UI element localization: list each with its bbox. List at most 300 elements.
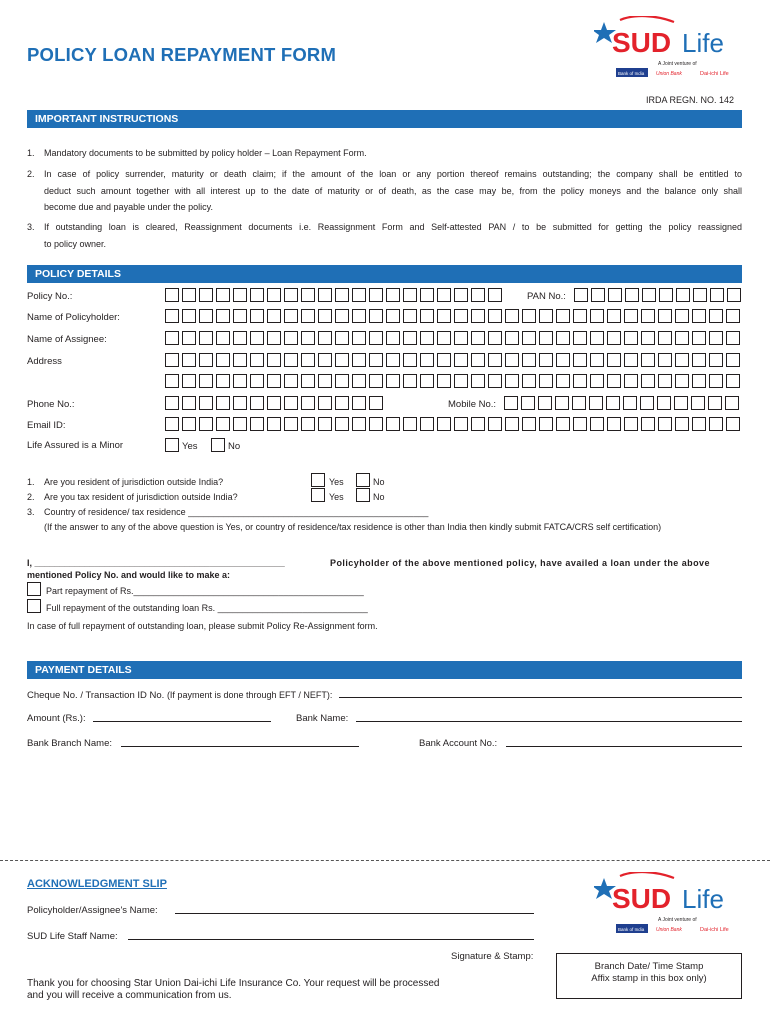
- char-box[interactable]: [471, 353, 485, 367]
- char-box[interactable]: [572, 396, 586, 410]
- char-box[interactable]: [250, 417, 264, 431]
- q3-text[interactable]: Country of residence/ tax residence ________________________________________________: [44, 507, 429, 517]
- char-box[interactable]: [590, 309, 604, 323]
- char-box[interactable]: [488, 288, 502, 302]
- char-box[interactable]: [182, 396, 196, 410]
- cheque-label-text: Cheque No. / Transaction ID No.: [27, 690, 165, 701]
- policyholder-name-boxes[interactable]: [165, 309, 743, 323]
- char-box[interactable]: [301, 288, 315, 302]
- stamp-box-line1: Branch Date/ Time Stamp: [594, 961, 704, 972]
- char-box[interactable]: [708, 396, 722, 410]
- char-box[interactable]: [318, 417, 332, 431]
- char-box[interactable]: [318, 288, 332, 302]
- ack-logo-partner-3: Dai-ichi Life: [700, 927, 729, 933]
- char-box[interactable]: [692, 331, 706, 345]
- payment-details-heading: PAYMENT DETAILS: [27, 661, 742, 679]
- ack-thanks-line1: Thank you for choosing Star Union Dai-ichi Life Insurance Co. Your request will be processed: [27, 978, 440, 989]
- char-box[interactable]: [556, 309, 570, 323]
- cheque-label: [27, 689, 332, 702]
- char-box[interactable]: [556, 331, 570, 345]
- char-box[interactable]: [556, 353, 570, 367]
- char-box[interactable]: [692, 417, 706, 431]
- char-box[interactable]: [233, 309, 247, 323]
- char-box[interactable]: [318, 309, 332, 323]
- char-box[interactable]: [659, 288, 673, 302]
- char-box[interactable]: [301, 353, 315, 367]
- char-box[interactable]: [420, 374, 434, 388]
- q1-yes-checkbox[interactable]: [311, 473, 325, 487]
- char-box[interactable]: [555, 396, 569, 410]
- char-box[interactable]: [216, 353, 230, 367]
- char-box[interactable]: [216, 396, 230, 410]
- char-box[interactable]: [301, 309, 315, 323]
- char-box[interactable]: [437, 331, 451, 345]
- cheque-input-line[interactable]: [339, 697, 742, 698]
- char-box[interactable]: [335, 396, 349, 410]
- char-box[interactable]: [454, 374, 468, 388]
- char-box[interactable]: [657, 396, 671, 410]
- char-box[interactable]: [199, 417, 213, 431]
- char-box[interactable]: [573, 331, 587, 345]
- char-box[interactable]: [522, 331, 536, 345]
- logo-partner-2: Union Bank: [656, 71, 682, 77]
- char-box[interactable]: [216, 331, 230, 345]
- full-repayment-label: Full repayment of the outstanding loan Rs. ______________________________: [46, 603, 368, 613]
- char-box[interactable]: [471, 374, 485, 388]
- reassignment-note: In case of full repayment of outstanding loan, please submit Policy Re-Assignment form.: [27, 621, 378, 631]
- char-box[interactable]: [676, 288, 690, 302]
- char-box[interactable]: [505, 331, 519, 345]
- char-box[interactable]: [539, 309, 553, 323]
- char-box[interactable]: [352, 288, 366, 302]
- phone-boxes[interactable]: [165, 396, 386, 410]
- char-box[interactable]: [641, 417, 655, 431]
- char-box[interactable]: [369, 353, 383, 367]
- char-box[interactable]: [250, 309, 264, 323]
- char-box[interactable]: [505, 353, 519, 367]
- char-box[interactable]: [352, 309, 366, 323]
- char-box[interactable]: [624, 353, 638, 367]
- char-box[interactable]: [471, 288, 485, 302]
- minor-yes-checkbox[interactable]: [165, 438, 179, 452]
- char-box[interactable]: [488, 353, 502, 367]
- char-box[interactable]: [709, 374, 723, 388]
- char-box[interactable]: [607, 374, 621, 388]
- char-box[interactable]: [403, 288, 417, 302]
- account-label: Bank Account No.:: [419, 738, 498, 749]
- char-box[interactable]: [182, 374, 196, 388]
- char-box[interactable]: [640, 396, 654, 410]
- branch-stamp-box[interactable]: [556, 953, 742, 999]
- char-box[interactable]: [369, 374, 383, 388]
- char-box[interactable]: [675, 353, 689, 367]
- q3-num: 3.: [27, 507, 35, 517]
- char-box[interactable]: [624, 374, 638, 388]
- instruction-text-line: to policy owner.: [44, 238, 107, 249]
- char-box[interactable]: [199, 331, 213, 345]
- minor-no-checkbox[interactable]: [211, 438, 225, 452]
- char-box[interactable]: [590, 417, 604, 431]
- char-box[interactable]: [691, 396, 705, 410]
- char-box[interactable]: [165, 396, 179, 410]
- char-box[interactable]: [369, 331, 383, 345]
- char-box[interactable]: [658, 353, 672, 367]
- char-box[interactable]: [642, 288, 656, 302]
- char-box[interactable]: [488, 309, 502, 323]
- char-box[interactable]: [420, 309, 434, 323]
- char-box[interactable]: [624, 309, 638, 323]
- char-box[interactable]: [233, 331, 247, 345]
- char-box[interactable]: [233, 288, 247, 302]
- bank-name-input-line[interactable]: [356, 721, 742, 722]
- declaration-name-line[interactable]: I, __________________________________________________: [27, 558, 285, 568]
- char-box[interactable]: [199, 309, 213, 323]
- char-box[interactable]: [521, 396, 535, 410]
- ack-sud-life-logo: [594, 872, 744, 938]
- address-boxes-line1[interactable]: [165, 353, 743, 367]
- char-box[interactable]: [250, 288, 264, 302]
- email-boxes[interactable]: [165, 417, 743, 431]
- char-box[interactable]: [437, 309, 451, 323]
- char-box[interactable]: [709, 309, 723, 323]
- char-box[interactable]: [675, 374, 689, 388]
- char-box[interactable]: [437, 417, 451, 431]
- char-box[interactable]: [710, 288, 724, 302]
- char-box[interactable]: [675, 309, 689, 323]
- amount-input-line[interactable]: [93, 721, 271, 722]
- char-box[interactable]: [267, 374, 281, 388]
- q1-no-checkbox[interactable]: [356, 473, 370, 487]
- char-box[interactable]: [437, 353, 451, 367]
- ack-logo-jv-text: A Joint venture of: [658, 917, 697, 923]
- branch-label: Bank Branch Name:: [27, 738, 113, 749]
- assignee-name-boxes[interactable]: [165, 331, 743, 345]
- mobile-boxes[interactable]: [504, 396, 742, 410]
- ack-logo-life-text: Life: [682, 884, 724, 914]
- char-box[interactable]: [641, 353, 655, 367]
- char-box[interactable]: [658, 374, 672, 388]
- char-box[interactable]: [318, 353, 332, 367]
- char-box[interactable]: [301, 331, 315, 345]
- char-box[interactable]: [573, 309, 587, 323]
- char-box[interactable]: [573, 374, 587, 388]
- char-box[interactable]: [284, 417, 298, 431]
- char-box[interactable]: [675, 331, 689, 345]
- char-box[interactable]: [335, 309, 349, 323]
- char-box[interactable]: [539, 353, 553, 367]
- char-box[interactable]: [403, 309, 417, 323]
- q2-yes-checkbox[interactable]: [311, 488, 325, 502]
- ack-signature-label: Signature & Stamp:: [451, 951, 534, 962]
- char-box[interactable]: [674, 396, 688, 410]
- ack-logo-partner-2: Union Bank: [656, 927, 682, 933]
- char-box[interactable]: [522, 417, 536, 431]
- char-box[interactable]: [403, 353, 417, 367]
- amount-label: Amount (Rs.):: [27, 713, 86, 724]
- q2-num: 2.: [27, 492, 35, 502]
- char-box[interactable]: [675, 417, 689, 431]
- char-box[interactable]: [267, 331, 281, 345]
- char-box[interactable]: [165, 288, 179, 302]
- char-box[interactable]: [505, 309, 519, 323]
- minor-no-label: No: [228, 441, 241, 452]
- instructions-heading: IMPORTANT INSTRUCTIONS: [27, 110, 742, 128]
- char-box[interactable]: [250, 353, 264, 367]
- ack-staff-label: SUD Life Staff Name:: [27, 931, 118, 942]
- char-box[interactable]: [199, 374, 213, 388]
- char-box[interactable]: [692, 309, 706, 323]
- char-box[interactable]: [505, 374, 519, 388]
- char-box[interactable]: [284, 353, 298, 367]
- char-box[interactable]: [267, 309, 281, 323]
- char-box[interactable]: [556, 374, 570, 388]
- char-box[interactable]: [216, 417, 230, 431]
- char-box[interactable]: [216, 288, 230, 302]
- char-box[interactable]: [352, 374, 366, 388]
- account-input-line[interactable]: [506, 746, 742, 747]
- char-box[interactable]: [488, 374, 502, 388]
- char-box[interactable]: [522, 353, 536, 367]
- char-box[interactable]: [233, 353, 247, 367]
- char-box[interactable]: [709, 353, 723, 367]
- char-box[interactable]: [233, 396, 247, 410]
- char-box[interactable]: [607, 309, 621, 323]
- irda-regn: IRDA REGN. NO. 142: [646, 95, 735, 105]
- instruction-number: 1.: [27, 148, 35, 158]
- char-box[interactable]: [420, 417, 434, 431]
- char-box[interactable]: [386, 374, 400, 388]
- char-box[interactable]: [725, 396, 739, 410]
- q2-no-checkbox[interactable]: [356, 488, 370, 502]
- char-box[interactable]: [522, 309, 536, 323]
- email-label: Email ID:: [27, 420, 66, 431]
- logo-graphic: [594, 16, 744, 82]
- char-box[interactable]: [182, 309, 196, 323]
- char-box[interactable]: [403, 417, 417, 431]
- policy-details-heading: POLICY DETAILS: [27, 265, 742, 283]
- char-box[interactable]: [301, 417, 315, 431]
- char-box[interactable]: [726, 353, 740, 367]
- declaration-text: Policyholder of the above mentioned policy, have availed a loan under the above: [330, 558, 710, 568]
- char-box[interactable]: [590, 331, 604, 345]
- char-box[interactable]: [573, 417, 587, 431]
- char-box[interactable]: [454, 353, 468, 367]
- char-box[interactable]: [386, 331, 400, 345]
- char-box[interactable]: [454, 309, 468, 323]
- instruction-number: 3.: [27, 222, 35, 232]
- char-box[interactable]: [454, 417, 468, 431]
- char-box[interactable]: [607, 353, 621, 367]
- char-box[interactable]: [726, 417, 740, 431]
- char-box[interactable]: [403, 331, 417, 345]
- char-box[interactable]: [437, 374, 451, 388]
- char-box[interactable]: [522, 374, 536, 388]
- char-box[interactable]: [727, 288, 741, 302]
- char-box[interactable]: [437, 288, 451, 302]
- char-box[interactable]: [641, 331, 655, 345]
- char-box[interactable]: [641, 309, 655, 323]
- char-box[interactable]: [250, 331, 264, 345]
- char-box[interactable]: [216, 374, 230, 388]
- char-box[interactable]: [403, 374, 417, 388]
- char-box[interactable]: [165, 374, 179, 388]
- pan-no-boxes[interactable]: [574, 288, 744, 302]
- char-box[interactable]: [386, 288, 400, 302]
- char-box[interactable]: [591, 288, 605, 302]
- branch-input-line[interactable]: [121, 746, 359, 747]
- cheque-label-note: (If payment is done through EFT / NEFT):: [166, 690, 333, 700]
- char-box[interactable]: [692, 374, 706, 388]
- char-box[interactable]: [284, 331, 298, 345]
- policyholder-name-label: Name of Policyholder:: [27, 312, 120, 323]
- logo-partner-3: Dai-ichi Life: [700, 71, 729, 77]
- char-box[interactable]: [369, 288, 383, 302]
- char-box[interactable]: [420, 331, 434, 345]
- char-box[interactable]: [471, 331, 485, 345]
- char-box[interactable]: [199, 353, 213, 367]
- char-box[interactable]: [250, 374, 264, 388]
- char-box[interactable]: [471, 417, 485, 431]
- ack-staff-input-line[interactable]: [128, 939, 534, 940]
- char-box[interactable]: [454, 331, 468, 345]
- char-box[interactable]: [284, 288, 298, 302]
- char-box[interactable]: [182, 353, 196, 367]
- part-repayment-checkbox[interactable]: [27, 582, 41, 596]
- char-box[interactable]: [165, 331, 179, 345]
- char-box[interactable]: [709, 331, 723, 345]
- char-box[interactable]: [369, 309, 383, 323]
- policy-no-boxes[interactable]: [165, 288, 505, 302]
- char-box[interactable]: [267, 353, 281, 367]
- char-box[interactable]: [471, 309, 485, 323]
- char-box[interactable]: [318, 374, 332, 388]
- char-box[interactable]: [590, 353, 604, 367]
- ack-slip-heading: ACKNOWLEDGMENT SLIP: [27, 878, 167, 890]
- char-box[interactable]: [556, 417, 570, 431]
- ack-name-input-line[interactable]: [175, 913, 534, 914]
- mobile-label: Mobile No.:: [448, 399, 497, 410]
- char-box[interactable]: [590, 374, 604, 388]
- char-box[interactable]: [505, 417, 519, 431]
- char-box[interactable]: [726, 309, 740, 323]
- char-box[interactable]: [335, 374, 349, 388]
- char-box[interactable]: [539, 331, 553, 345]
- char-box[interactable]: [182, 331, 196, 345]
- char-box[interactable]: [301, 396, 315, 410]
- char-box[interactable]: [284, 309, 298, 323]
- char-box[interactable]: [607, 417, 621, 431]
- char-box[interactable]: [199, 288, 213, 302]
- char-box[interactable]: [589, 396, 603, 410]
- char-box[interactable]: [318, 331, 332, 345]
- char-box[interactable]: [165, 353, 179, 367]
- logo-partner-1: Bank of India: [618, 71, 645, 76]
- char-box[interactable]: [420, 288, 434, 302]
- char-box[interactable]: [420, 353, 434, 367]
- char-box[interactable]: [386, 417, 400, 431]
- char-box[interactable]: [641, 374, 655, 388]
- full-repayment-checkbox[interactable]: [27, 599, 41, 613]
- char-box[interactable]: [369, 417, 383, 431]
- char-box[interactable]: [335, 353, 349, 367]
- char-box[interactable]: [623, 396, 637, 410]
- logo-life-text: Life: [682, 28, 724, 58]
- char-box[interactable]: [233, 374, 247, 388]
- char-box[interactable]: [369, 396, 383, 410]
- char-box[interactable]: [709, 417, 723, 431]
- char-box[interactable]: [182, 288, 196, 302]
- char-box[interactable]: [539, 374, 553, 388]
- q2-text: Are you tax resident of jurisdiction outside India?: [44, 492, 238, 502]
- form-title: POLICY LOAN REPAYMENT FORM: [27, 44, 337, 65]
- char-box[interactable]: [726, 331, 740, 345]
- char-box[interactable]: [574, 288, 588, 302]
- char-box[interactable]: [250, 396, 264, 410]
- char-box[interactable]: [335, 331, 349, 345]
- char-box[interactable]: [538, 396, 552, 410]
- char-box[interactable]: [504, 396, 518, 410]
- cut-line-separator: [0, 860, 770, 861]
- char-box[interactable]: [199, 396, 213, 410]
- logo-sud-text: SUD: [612, 27, 672, 58]
- char-box[interactable]: [165, 309, 179, 323]
- char-box[interactable]: [284, 396, 298, 410]
- char-box[interactable]: [352, 353, 366, 367]
- char-box[interactable]: [658, 417, 672, 431]
- char-box[interactable]: [182, 417, 196, 431]
- char-box[interactable]: [352, 417, 366, 431]
- q1-no-label: No: [373, 477, 385, 487]
- char-box[interactable]: [267, 396, 281, 410]
- char-box[interactable]: [233, 417, 247, 431]
- char-box[interactable]: [335, 417, 349, 431]
- char-box[interactable]: [625, 288, 639, 302]
- address-boxes-line2[interactable]: [165, 374, 743, 388]
- char-box[interactable]: [692, 353, 706, 367]
- char-box[interactable]: [284, 374, 298, 388]
- char-box[interactable]: [607, 331, 621, 345]
- phone-label: Phone No.:: [27, 399, 75, 410]
- char-box[interactable]: [386, 353, 400, 367]
- char-box[interactable]: [573, 353, 587, 367]
- char-box[interactable]: [658, 309, 672, 323]
- char-box[interactable]: [488, 331, 502, 345]
- char-box[interactable]: [624, 417, 638, 431]
- char-box[interactable]: [165, 417, 179, 431]
- char-box[interactable]: [335, 288, 349, 302]
- char-box[interactable]: [352, 331, 366, 345]
- char-box[interactable]: [267, 417, 281, 431]
- char-box[interactable]: [488, 417, 502, 431]
- char-box[interactable]: [539, 417, 553, 431]
- char-box[interactable]: [318, 396, 332, 410]
- char-box[interactable]: [352, 396, 366, 410]
- char-box[interactable]: [624, 331, 638, 345]
- char-box[interactable]: [386, 309, 400, 323]
- char-box[interactable]: [693, 288, 707, 302]
- char-box[interactable]: [608, 288, 622, 302]
- instruction-text-line: In case of policy surrender, maturity or death claim; if the amount of the loan or any portion thereof remains outstanding; the company shall be entitled to: [44, 169, 742, 179]
- char-box[interactable]: [267, 288, 281, 302]
- char-box[interactable]: [454, 288, 468, 302]
- char-box[interactable]: [726, 374, 740, 388]
- char-box[interactable]: [606, 396, 620, 410]
- part-repayment-label: Part repayment of Rs.______________________________________________: [46, 586, 364, 596]
- instruction-text-line: If outstanding loan is cleared, Reassignment documents i.e. Reassignment Form and Self-attested PAN / to be submitted for getting the policy reassigned: [44, 222, 742, 232]
- char-box[interactable]: [658, 331, 672, 345]
- char-box[interactable]: [216, 309, 230, 323]
- char-box[interactable]: [301, 374, 315, 388]
